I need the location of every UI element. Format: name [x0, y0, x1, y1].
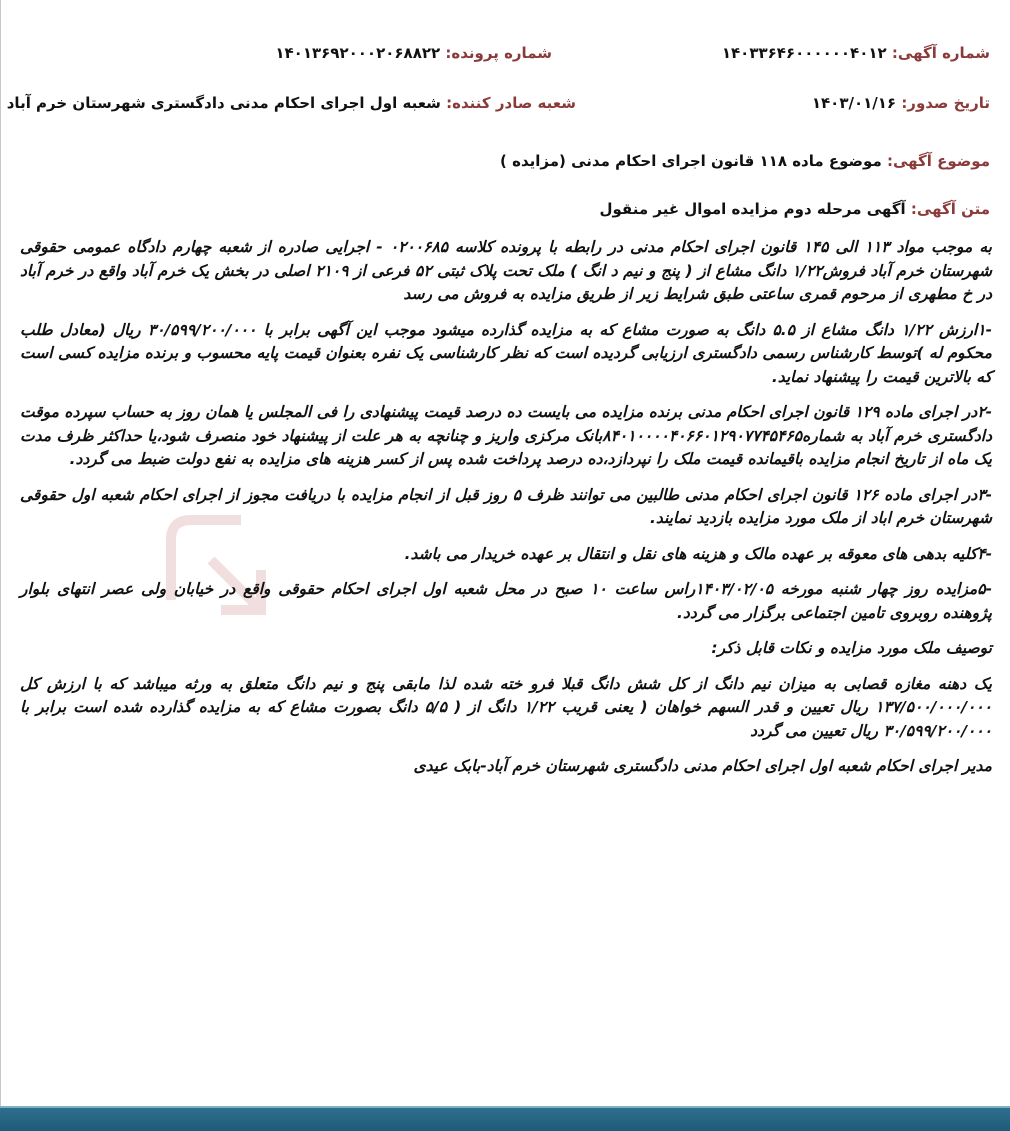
- text-title: آگهی مرحله دوم مزایده اموال غیر منقول: [599, 200, 906, 218]
- issue-date-value: ۱۴۰۳/۰۱/۱۶: [811, 94, 897, 112]
- issuer-value: شعبه اول اجرای احکام مدنی دادگستری شهرستان خرم آباد: [6, 94, 441, 112]
- window-bottom-bar: [0, 1106, 1010, 1131]
- case-number-label: شماره پرونده:: [445, 44, 552, 62]
- clause-4: -۴کلیه بدهی های معوقه بر عهده مالک و هزینه های نقل و انتقال بر عهده خریدار می باشد.: [404, 544, 992, 563]
- issue-date: [812, 94, 990, 112]
- description-paragraph: یک دهنه مغازه قصابی به میزان نیم دانگ از کل شش دانگ قبلا فرو خته شده لذا مابقی پنج و نیم دانگ متعلق به ورثه میباشد که با ارزش کل ۱۳۷/۵۰۰/۰۰۰/۰۰۰ ریال تعیین و قدر السهم خواهان ( یعنی قریب ۱/۲۲ دانگ از ( ۵/۵ دانگ بصورت مشاع که به مزایده گذارده شده است برابر با ۳۰/۵۹۹/۲۰۰/۰۰۰ ریال تعیین می گردد: [20, 674, 993, 740]
- notice-number-label: شماره آگهی:: [891, 44, 990, 62]
- description-heading: توصیف ملک مورد مزایده و نکات قابل ذکر:: [711, 639, 992, 657]
- text-label: متن آگهی:: [910, 200, 990, 218]
- signature: مدیر اجرای احکام شعبه اول اجرای احکام مدنی دادگستری شهرستان خرم آباد-بابک عیدی: [413, 757, 992, 775]
- issue-date-label: تاریخ صدور:: [901, 94, 990, 112]
- clause-5: -۵مزایده روز چهار شنبه مورخه ۱۴۰۳/۰۲/۰۵راس ساعت ۱۰ صبح در محل شعبه اول اجرای احکام حقوقی واقع در خیابان ولی عصر انتهای بلوار پژوهنده روبروی تامین اجتماعی برگزار می گردد.: [20, 580, 992, 622]
- clause-2: -۲در اجرای ماده ۱۲۹ قانون اجرای احکام مدنی برنده مزایده می بایست ده درصد قیمت پیشنهادی را فی المجلس یا همان روز به حساب سپرده موقت دادگستری خرم آباد به شماره۸۴۰۱۰۰۰۰۴۰۶۶۰۱۲۹۰۷۷۴۵۴۶۵بانک مرکزی واریز و چنانچه به هر علت از پیشنهاد خود منصرف شود،یا حداکثر ظرف مدت یک ماه از تاریخ انجام مزایده باقیمانده قیمت ملک را نپردازد،ده درصد پرداخت شده پس از کسر هزینه های مزایده به نفع دولت ضبط می گردد.: [20, 403, 992, 468]
- subject-value: موضوع ماده ۱۱۸ قانون اجرای احکام مدنی (مزایده ): [500, 152, 882, 170]
- notice-number: [722, 44, 990, 62]
- notice-body: [20, 236, 992, 791]
- case-number: [275, 44, 552, 62]
- notice-text-heading: [600, 200, 990, 218]
- clause-3: -۳در اجرای ماده ۱۲۶ قانون اجرای احکام مدنی طالبین می توانند ظرف ۵ روز قبل از انجام مزایده با دریافت مجوز از اجرای احکام شعبه اول حقوقی شهرستان خرم اباد از ملک مورد مزایده بازدید نمایند.: [20, 485, 992, 527]
- issuer-label: شعبه صادر کننده:: [446, 94, 576, 112]
- case-number-value: ۱۴۰۱۳۶۹۲۰۰۰۲۰۶۸۸۲۲: [275, 44, 441, 62]
- subject-label: موضوع آگهی:: [886, 152, 990, 170]
- notice-subject: [500, 152, 990, 170]
- notice-number-value: ۱۴۰۳۳۶۴۶۰۰۰۰۰۰۴۰۱۲: [721, 44, 887, 62]
- issuer: [7, 94, 576, 112]
- clause-1: -۱ارزش ۱/۲۲ دانگ مشاع از ۵.۵ دانگ به صورت مشاع که به مزایده گذارده میشود موجب این آگهی برابر با ۳۰/۵۹۹/۲۰۰/۰۰۰ ریال (معادل طلب محکوم له )توسط کارشناس رسمی دادگستری ارزیابی گردیده است که نظر کارشناسی یک نفره بعنوان قیمت پایه محسوب و برنده مزایده کسی است که بالاترین قیمت را پیشنهاد نماید.: [20, 320, 993, 386]
- intro-paragraph: به موجب مواد ۱۱۳ الی ۱۴۵ قانون اجرای احکام مدنی در رابطه با پرونده کلاسه ۰۲۰۰۶۸۵ - اجرایی صادره از شعبه چهارم دادگاه عمومی حقوقی شهرستان خرم آباد فروش۱/۲۲ دانگ مشاع از ( پنج و نیم د انگ ) ملک تحت پلاک ثبتی ۵۲ فرعی از ۲۱۰۹ اصلی در بخش یک خرم آباد واقع در خرم آباد در خ مطهری از مرحوم قمری ساعتی طبق شرایط زیر از طریق مزایده به فروش می رسد: [20, 238, 992, 303]
